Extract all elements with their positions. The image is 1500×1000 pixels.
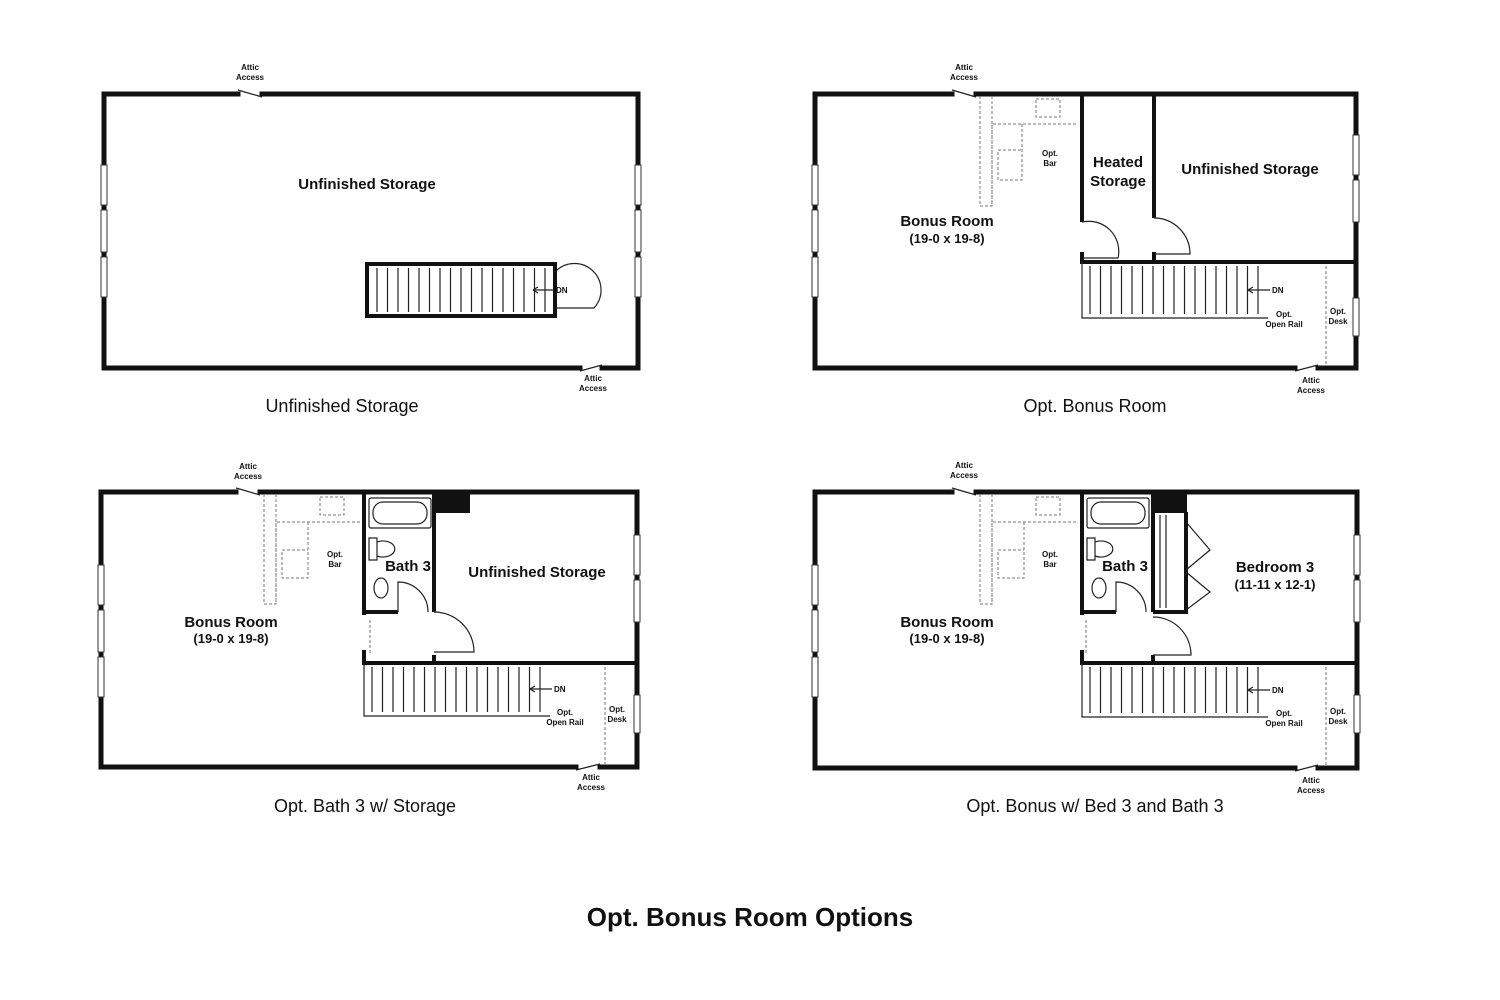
attic-access-label: Access	[578, 384, 608, 393]
attic-access-label: Attic	[241, 63, 259, 72]
plan-caption: Opt. Bonus w/ Bed 3 and Bath 3	[966, 796, 1224, 816]
stair-dn-label: DN	[556, 286, 568, 295]
room-dims: (11-11 x 12-1)	[1234, 577, 1316, 592]
opt-desk-label: Desk	[1328, 317, 1348, 326]
attic-access-label: Attic	[582, 773, 600, 782]
attic-access-label: Access	[949, 471, 979, 480]
opt-bar-label: Opt.	[1042, 149, 1058, 158]
attic-access-label: Access	[949, 73, 979, 82]
room-label: Bonus Room	[184, 614, 278, 631]
page-title: Opt. Bonus Room Options	[586, 902, 914, 932]
room-label: Bonus Room	[900, 614, 994, 631]
stair-dn-label: DN	[554, 685, 566, 694]
opt-bar-label: Bar	[1043, 159, 1057, 168]
opt-rail-label: Open Rail	[1265, 320, 1303, 329]
room-label: Bedroom 3	[1235, 559, 1315, 576]
room-label: Heated	[1092, 154, 1144, 171]
room-label: Unfinished Storage	[468, 564, 606, 581]
plan-caption: Opt. Bonus Room	[1023, 396, 1167, 416]
opt-rail-label: Opt.	[557, 708, 573, 717]
opt-desk-label: Opt.	[1330, 307, 1346, 316]
opt-bar-label: Opt.	[1042, 550, 1058, 559]
room-dims: (19-0 x 19-8)	[909, 231, 985, 246]
opt-desk-label: Opt.	[1330, 707, 1346, 716]
stair-dn-label: DN	[1272, 686, 1284, 695]
opt-bar-label: Opt.	[327, 550, 343, 559]
attic-access-label: Attic	[1302, 776, 1320, 785]
opt-rail-label: Open Rail	[546, 718, 584, 727]
opt-rail-label: Opt.	[1276, 709, 1292, 718]
attic-access-label: Attic	[955, 461, 973, 470]
plan-opt-bath-3-storage	[98, 462, 640, 816]
plan-caption: Opt. Bath 3 w/ Storage	[273, 796, 457, 816]
room-dims: (19-0 x 19-8)	[909, 631, 985, 646]
opt-bar-label: Bar	[328, 560, 342, 569]
room-dims: (19-0 x 19-8)	[193, 631, 269, 646]
attic-access-label: Access	[1296, 786, 1326, 795]
stair-dn-label: DN	[1272, 286, 1284, 295]
attic-access-label: Attic	[1302, 376, 1320, 385]
opt-bar-label: Bar	[1043, 560, 1057, 569]
attic-access-label: Attic	[584, 374, 602, 383]
room-label: Bonus Room	[900, 213, 994, 230]
room-label: Unfinished Storage	[1181, 161, 1319, 178]
room-label: Unfinished Storage	[298, 176, 436, 193]
plan-caption: Unfinished Storage	[265, 396, 419, 416]
opt-desk-label: Desk	[607, 715, 627, 724]
plan-opt-bonus-bed-3-bath-3	[812, 461, 1360, 816]
opt-desk-label: Opt.	[609, 705, 625, 714]
plan-opt-bonus-room	[812, 63, 1359, 416]
attic-access-label: Access	[235, 73, 265, 82]
plan-unfinished-storage	[101, 63, 641, 416]
attic-access-label: Access	[1296, 386, 1326, 395]
room-label: Storage	[1090, 173, 1146, 190]
room-label: Bath 3	[1102, 558, 1148, 575]
attic-access-label: Access	[576, 783, 606, 792]
opt-rail-label: Opt.	[1276, 310, 1292, 319]
attic-access-label: Access	[233, 472, 263, 481]
opt-desk-label: Desk	[1328, 717, 1348, 726]
attic-access-label: Attic	[955, 63, 973, 72]
attic-access-label: Attic	[239, 462, 257, 471]
opt-rail-label: Open Rail	[1265, 719, 1303, 728]
room-label: Bath 3	[385, 558, 431, 575]
